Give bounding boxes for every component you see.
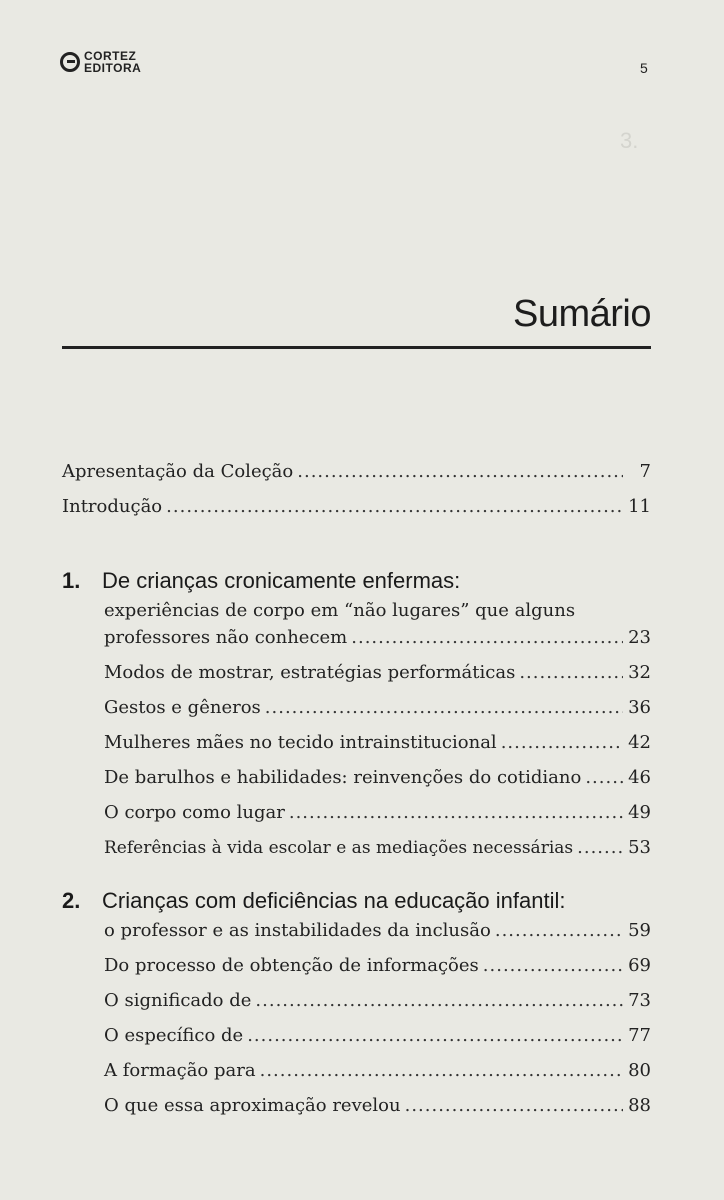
dot-leader xyxy=(247,1025,623,1046)
toc-entry[interactable] xyxy=(104,1060,651,1081)
dot-leader xyxy=(265,697,623,718)
section-title: De crianças cronicamente enfermas: xyxy=(102,568,461,593)
toc-entry-page: 42 xyxy=(628,732,651,753)
dot-leader xyxy=(297,461,623,482)
toc-entry-page: 59 xyxy=(628,920,651,941)
toc-entry[interactable] xyxy=(104,662,651,683)
publisher-logo xyxy=(60,50,141,74)
section-number: 2. xyxy=(62,888,81,913)
section-number: 1. xyxy=(62,568,81,593)
toc-entry[interactable] xyxy=(104,1095,651,1116)
section-title: Crianças com deficiências na educação infantil: xyxy=(102,888,566,913)
section-heading[interactable] xyxy=(62,568,460,594)
toc-entry[interactable] xyxy=(62,496,651,517)
section-heading[interactable] xyxy=(62,888,565,914)
page-title: Sumário xyxy=(513,293,651,335)
toc-entry[interactable] xyxy=(104,990,651,1011)
dot-leader xyxy=(501,732,623,753)
toc-entry-page: 11 xyxy=(628,496,651,517)
toc-entry-label: O corpo como lugar xyxy=(104,802,285,823)
dot-leader xyxy=(255,990,623,1011)
toc-entry-label: Modos de mostrar, estratégias performáticas xyxy=(104,662,516,683)
dot-leader xyxy=(519,662,623,683)
logo-line-2: EDITORA xyxy=(84,61,142,75)
toc-entry[interactable] xyxy=(104,767,651,788)
toc-entry[interactable] xyxy=(104,697,651,718)
title-rule xyxy=(62,346,651,349)
section-subtitle: experiências de corpo em “não lugares” que alguns xyxy=(104,600,576,621)
toc-entry-page: 69 xyxy=(628,955,651,976)
logo-line-1: CORTEZ xyxy=(84,49,137,63)
toc-entry[interactable] xyxy=(104,802,651,823)
toc-entry-label: O que essa aproximação revelou xyxy=(104,1095,401,1116)
toc-entry[interactable] xyxy=(104,837,651,858)
toc-entry[interactable] xyxy=(104,920,651,941)
toc-entry-label: Apresentação da Coleção xyxy=(62,461,294,482)
toc-entry-page: 53 xyxy=(628,837,651,858)
toc-entry-page: 23 xyxy=(628,627,651,648)
toc-entry[interactable] xyxy=(104,1025,651,1046)
toc-entry-label: Do processo de obtenção de informações xyxy=(104,955,479,976)
dot-leader xyxy=(495,920,623,941)
dot-leader xyxy=(289,802,623,823)
page-number: 5 xyxy=(640,60,648,76)
dot-leader xyxy=(260,1060,623,1081)
toc-entry-page: 46 xyxy=(628,767,651,788)
dot-leader xyxy=(351,627,623,648)
dot-leader xyxy=(577,837,623,858)
toc-entry[interactable] xyxy=(104,955,651,976)
toc-entry-page: 36 xyxy=(628,697,651,718)
toc-entry-page: 49 xyxy=(628,802,651,823)
toc-entry-label: professores não conhecem xyxy=(104,627,348,648)
toc-entry-label: Introdução xyxy=(62,496,163,517)
toc-entry-label: A formação para xyxy=(104,1060,256,1081)
dot-leader xyxy=(166,496,623,517)
toc-entry-label: De barulhos e habilidades: reinvenções do cotidiano xyxy=(104,767,582,788)
toc-entry-page: 32 xyxy=(628,662,651,683)
toc-entry-page: 80 xyxy=(628,1060,651,1081)
toc-entry-page: 73 xyxy=(628,990,651,1011)
toc-entry-label: O significado de xyxy=(104,990,252,1011)
toc-entry-page: 7 xyxy=(639,461,651,482)
toc-entry[interactable] xyxy=(62,461,651,482)
toc-entry-page: 88 xyxy=(628,1095,651,1116)
dot-leader xyxy=(483,955,623,976)
dot-leader xyxy=(405,1095,623,1116)
toc-entry-label: O específico de xyxy=(104,1025,244,1046)
toc-entry[interactable] xyxy=(104,732,651,753)
toc-entry-label: Mulheres mães no tecido intrainstitucional xyxy=(104,732,497,753)
publisher-logo-icon xyxy=(60,52,80,72)
bleed-through-text: 3. xyxy=(620,128,639,153)
toc-entry-page: 77 xyxy=(628,1025,651,1046)
toc-entry-label: Referências à vida escolar e as mediações necessárias xyxy=(104,838,574,858)
toc-entry-label: Gestos e gêneros xyxy=(104,697,261,718)
dot-leader xyxy=(585,767,623,788)
toc-entry-label: o professor e as instabilidades da inclusão xyxy=(104,920,491,941)
toc-entry[interactable] xyxy=(104,627,651,648)
